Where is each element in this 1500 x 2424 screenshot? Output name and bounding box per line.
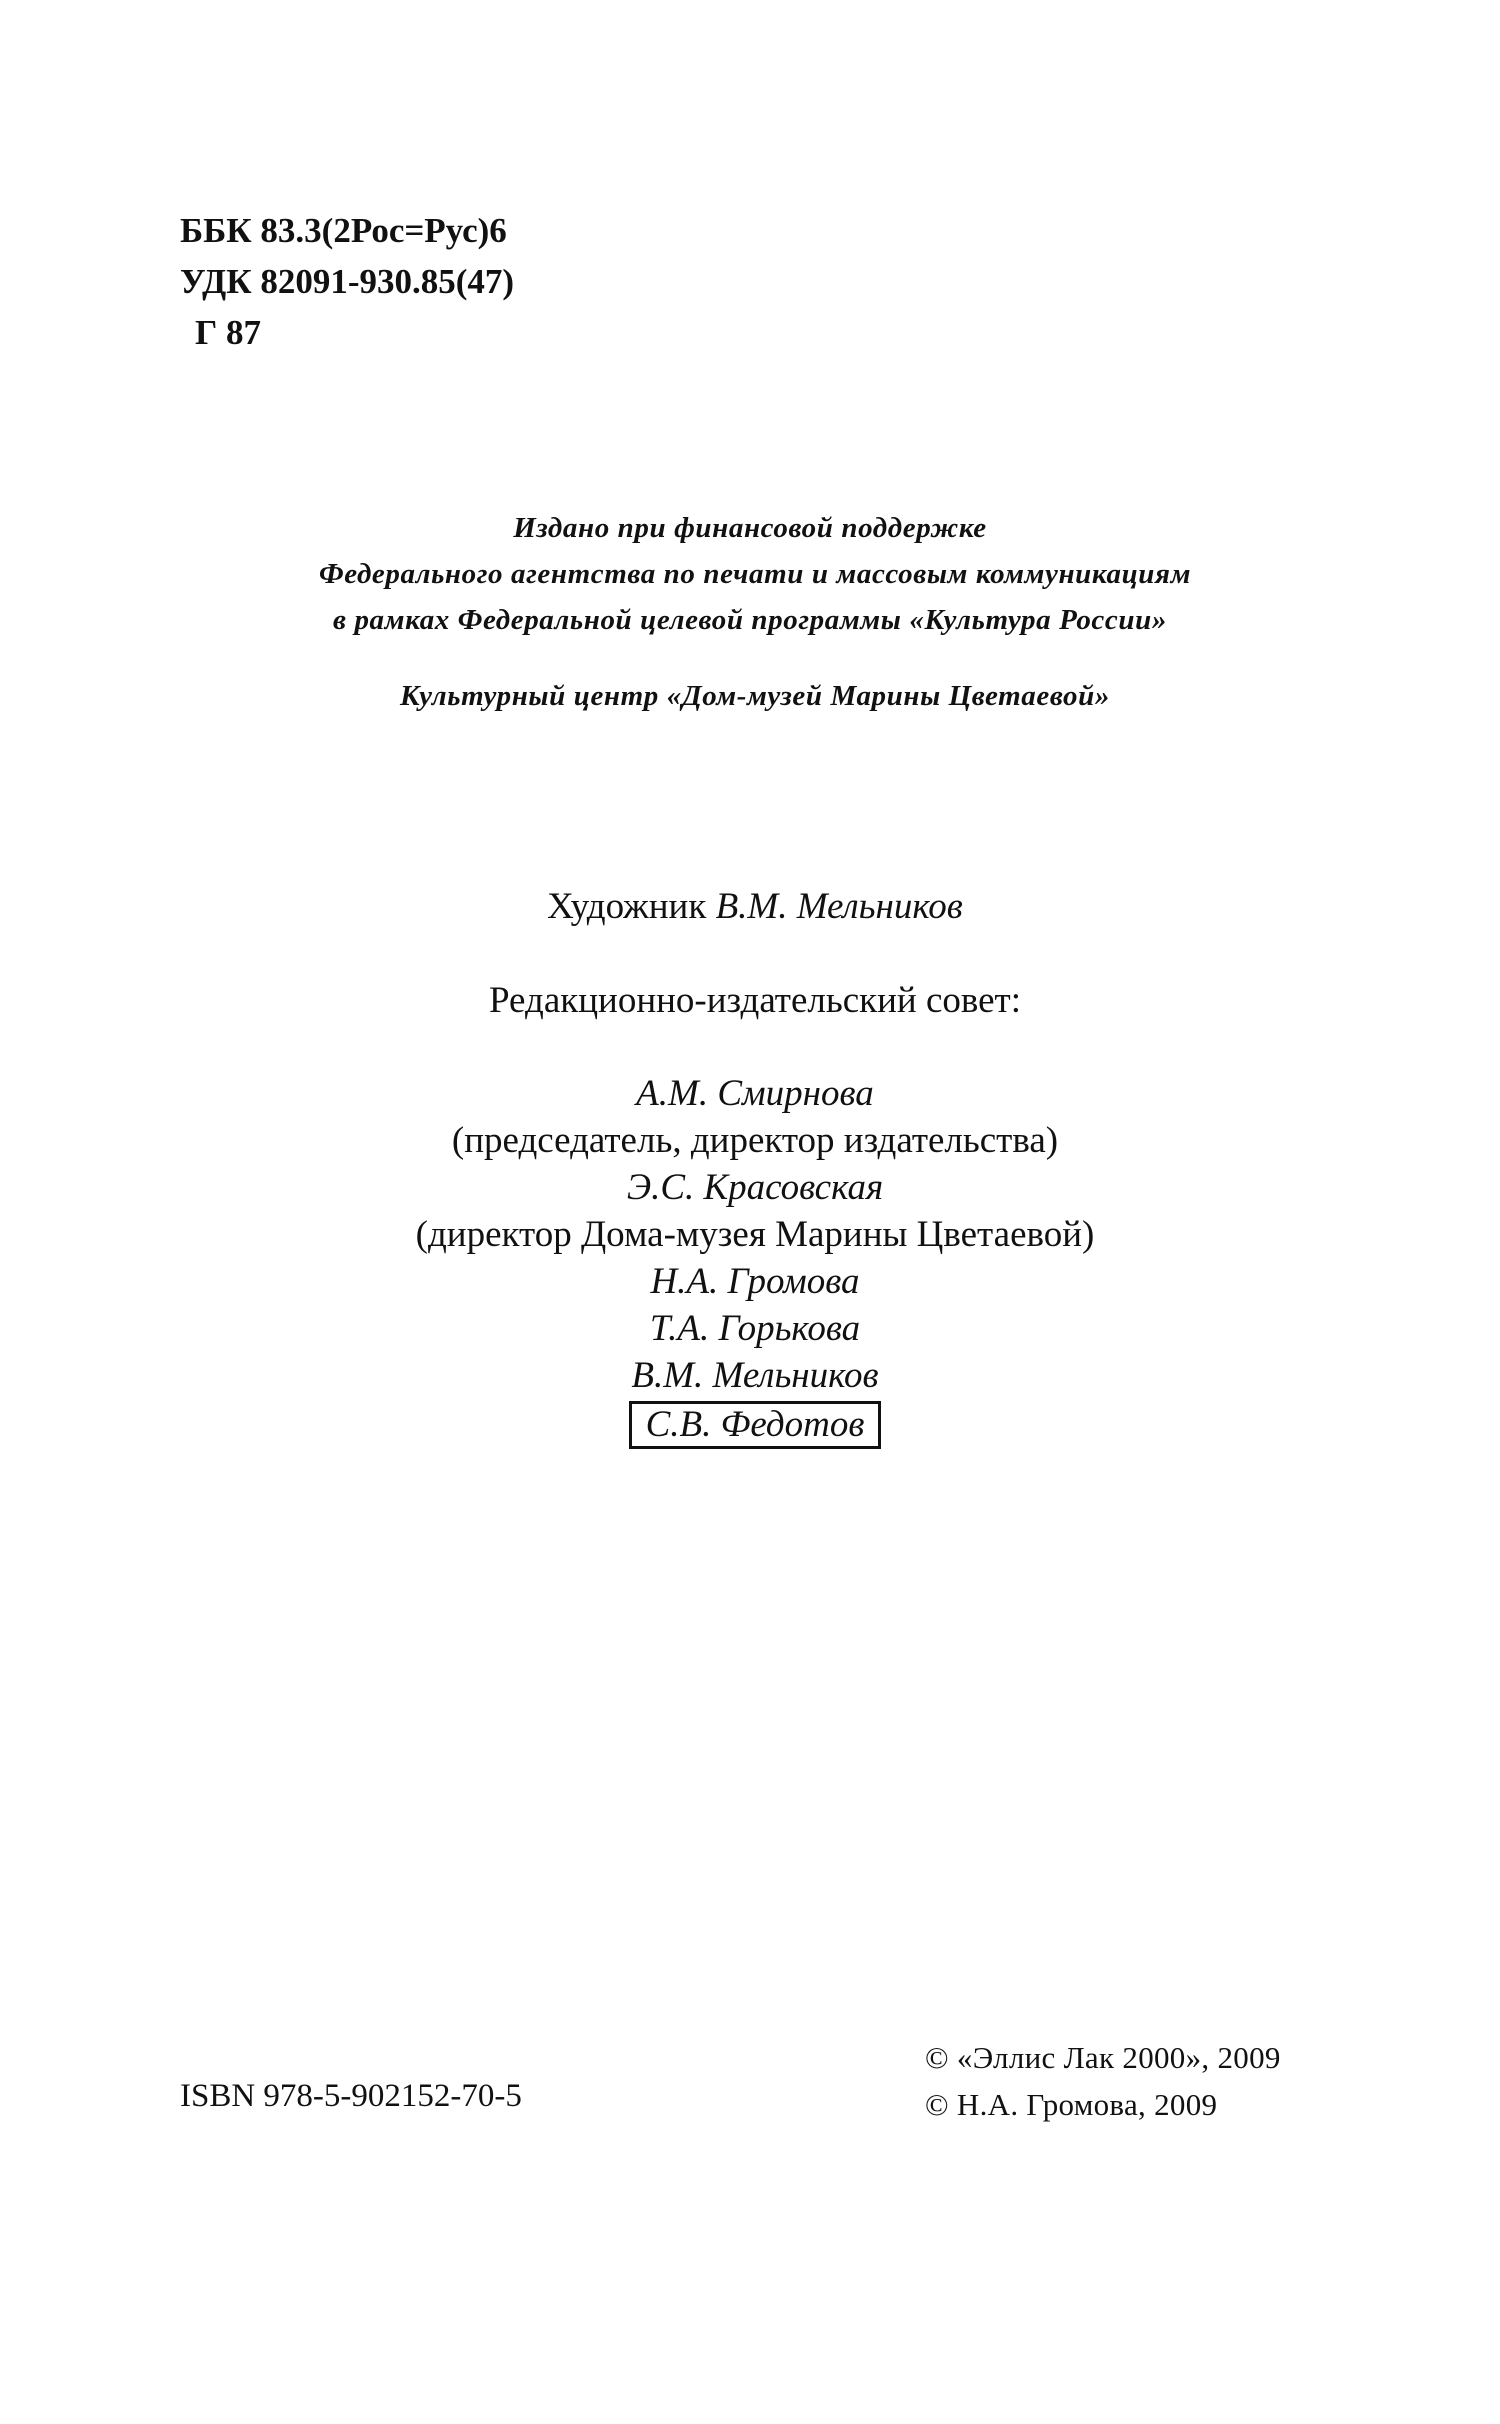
council-member-name: Э.С. Красовская xyxy=(626,1167,884,1208)
author-mark: Г 87 xyxy=(195,313,262,352)
council-member-name: В.М. Мельников xyxy=(631,1355,879,1396)
support-line: Издано при финансовой поддержке xyxy=(513,512,987,544)
boxed-member-row xyxy=(10,1399,1500,1449)
council-member-name-boxed: С.В. Федотов xyxy=(629,1401,882,1449)
council-title: Редакционно-издательский совет: xyxy=(488,980,1022,1021)
artist-name: В.М. Мельников xyxy=(715,886,963,927)
council-member-name: А.М. Смирнова xyxy=(636,1073,874,1114)
council-member-name: Т.А. Горькова xyxy=(649,1308,861,1349)
classification-block xyxy=(180,205,514,358)
copyright-block xyxy=(925,2034,1281,2128)
council-member-role: (директор Дома-музея Марины Цветаевой) xyxy=(415,1214,1095,1255)
council-member-role: (председатель, директор издательства) xyxy=(451,1120,1059,1161)
isbn: ISBN 978-5-902152-70-5 xyxy=(180,2078,522,2114)
bbk-code: ББК 83.3(2Рос=Рус)6 xyxy=(180,211,507,250)
support-line: Федерального агентства по печати и массовым коммуникациям xyxy=(318,558,1192,590)
cultural-center: Культурный центр «Дом-музей Марины Цветаевой» xyxy=(400,680,1110,712)
support-line: в рамках Федеральной целевой программы «Культура России» xyxy=(333,604,1167,636)
udk-code: УДК 82091-930.85(47) xyxy=(180,262,515,301)
artist-credit xyxy=(0,882,1500,932)
council-list xyxy=(0,1070,1500,1449)
council-member-name: Н.А. Громова xyxy=(650,1261,860,1302)
copyright-line: © «Эллис Лак 2000», 2009 xyxy=(925,2040,1281,2075)
support-statement xyxy=(0,505,1500,643)
copyright-line: © Н.А. Громова, 2009 xyxy=(925,2087,1218,2122)
artist-label: Художник xyxy=(547,886,707,927)
